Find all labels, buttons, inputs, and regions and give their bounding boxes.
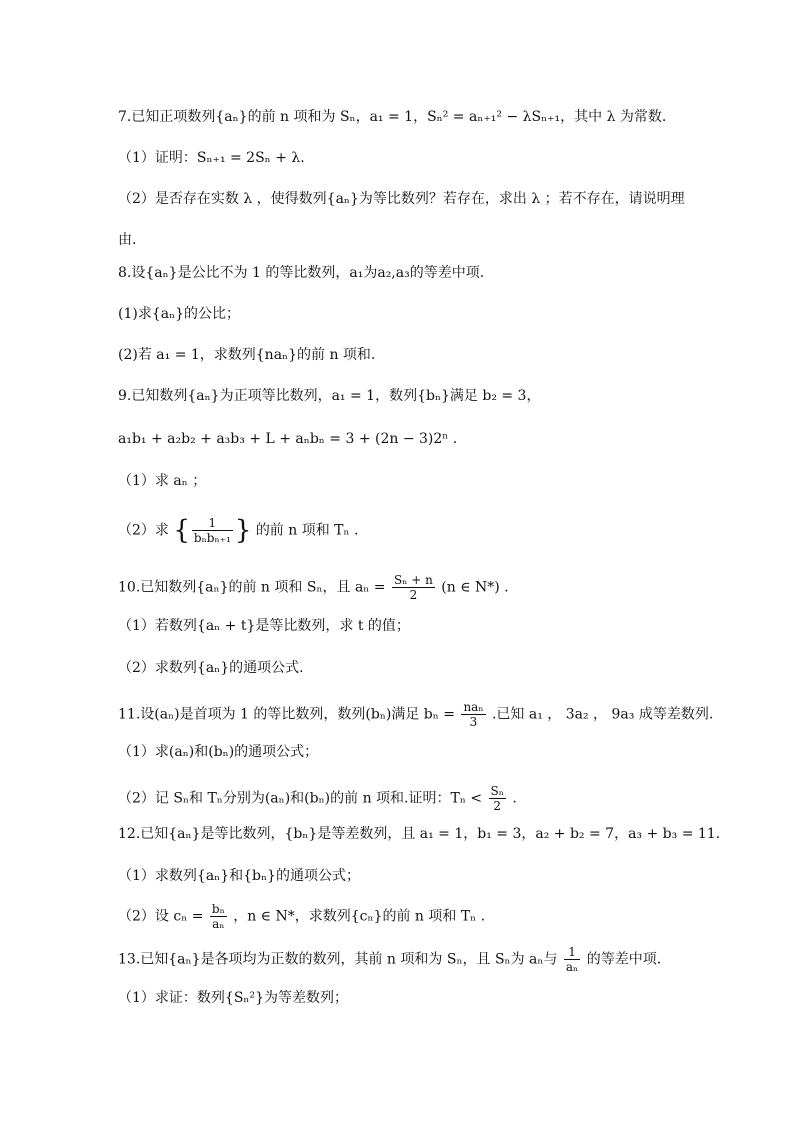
q8-part2: (2)若 a₁ = 1，求数列{naₙ}的前 n 项和. (118, 347, 376, 363)
q10-stem (118, 573, 678, 602)
q12-part2 (118, 902, 678, 931)
q11-stem-prefix: 11.设(aₙ)是首项为 1 的等比数列，数列(bₙ)满足 bₙ = (118, 706, 455, 723)
q9-stem: 9.已知数列{aₙ}为正项等比数列，a₁ = 1，数列{bₙ}满足 b₂ = 3， (118, 388, 541, 404)
q11-part2 (118, 784, 678, 813)
q12-fraction-denominator: aₙ (212, 917, 225, 931)
q13-fraction (564, 945, 580, 974)
q9-fraction-denominator: bₙbₙ₊₁ (193, 531, 231, 545)
q11-part2-prefix: （2）记 Sₙ和 Tₙ分别为(aₙ)和(bₙ)的前 n 项和.证明：Tₙ < (118, 790, 483, 807)
q11-part2-fraction-denominator: 2 (493, 799, 502, 813)
q11-stem-suffix: .已知 a₁ ， 3a₂ ， 9a₃ 成等差数列. (491, 706, 714, 723)
q11-fraction-numerator: naₙ (463, 700, 484, 714)
q10-stem-prefix: 10.已知数列{aₙ}的前 n 项和 Sₙ，且 aₙ = (118, 579, 386, 596)
q11-part2-fraction (489, 784, 506, 813)
q10-fraction-denominator: 2 (409, 588, 418, 602)
q9-fraction-numerator: 1 (192, 516, 233, 531)
q10-part1: （1）若数列{aₙ + t}是等比数列，求 t 的值； (118, 618, 410, 634)
q7-part2: （2）是否存在实数 λ ，使得数列{aₙ}为等比数列？若存在，求出 λ ；若不存在，请说明理 (118, 191, 685, 207)
q9-fraction (192, 516, 233, 545)
q12-part2-suffix: ，n ∈ N*，求数列{cₙ}的前 n 项和 Tₙ . (233, 908, 486, 925)
q11-part1: （1）求(aₙ)和(bₙ)的通项公式； (118, 744, 319, 760)
q8-part1: (1)求{aₙ}的公比； (118, 306, 241, 322)
q12-part2-prefix: （2）设 cₙ = (118, 908, 204, 925)
q10-part2: （2）求数列{aₙ}的通项公式. (118, 660, 304, 676)
q10-stem-suffix: (n ∈ N*) . (441, 579, 509, 596)
q12-part1: （1）求数列{aₙ}和{bₙ}的通项公式； (118, 868, 360, 884)
q12-fraction-numerator: bₙ (211, 902, 225, 916)
q12-stem: 12.已知{aₙ}是等比数列，{bₙ}是等差数列，且 a₁ = 1，b₁ = 3，a₂ + b₂ = 7，a₃ + b₃ = 11. (118, 826, 721, 842)
q11-part2-suffix: . (512, 790, 517, 807)
q7-part1: （1）证明：Sₙ₊₁ = 2Sₙ + λ. (118, 150, 305, 166)
q13-fraction-numerator: 1 (564, 945, 580, 960)
q7-part2-cont: 由. (118, 232, 137, 248)
q13-stem-prefix: 13.已知{aₙ}是各项均为正数的数列，其前 n 项和为 Sₙ，且 Sₙ为 aₙ与 (118, 951, 558, 968)
q10-fraction (392, 573, 435, 602)
q13-fraction-denominator: aₙ (565, 960, 579, 974)
q9-part2-suffix: 的前 n 项和 Tₙ . (255, 522, 359, 539)
q11-stem (118, 700, 714, 729)
q9-part1: （1）求 aₙ ； (118, 473, 207, 489)
q9-equation: a₁b₁ + a₂b₂ + a₃b₃ + L + aₙbₙ = 3 + (2n − 3)2ⁿ . (118, 431, 458, 447)
q9-part2 (118, 516, 678, 545)
q13-stem-suffix: 的等差中项. (586, 951, 662, 968)
q9-part2-prefix: （2）求 (118, 522, 169, 539)
right-brace: } (234, 515, 252, 546)
q11-fraction (461, 700, 485, 729)
q13-stem (118, 945, 678, 974)
q12-fraction (210, 902, 227, 931)
q10-fraction-numerator: Sₙ + n (393, 573, 433, 587)
q11-part2-fraction-numerator: Sₙ (490, 784, 504, 798)
q13-part1: （1）求证：数列{Sₙ²}为等差数列； (118, 990, 348, 1006)
left-brace: { (173, 515, 190, 546)
q8-stem: 8.设{aₙ}是公比不为 1 的等比数列，a₁为a₂,a₃的等差中项. (118, 265, 485, 281)
q11-fraction-denominator: 3 (469, 715, 478, 729)
q7-stem: 7.已知正项数列{aₙ}的前 n 项和为 Sₙ，a₁ = 1，Sₙ² = aₙ₊₁² − λSₙ₊₁，其中 λ 为常数. (118, 109, 667, 125)
